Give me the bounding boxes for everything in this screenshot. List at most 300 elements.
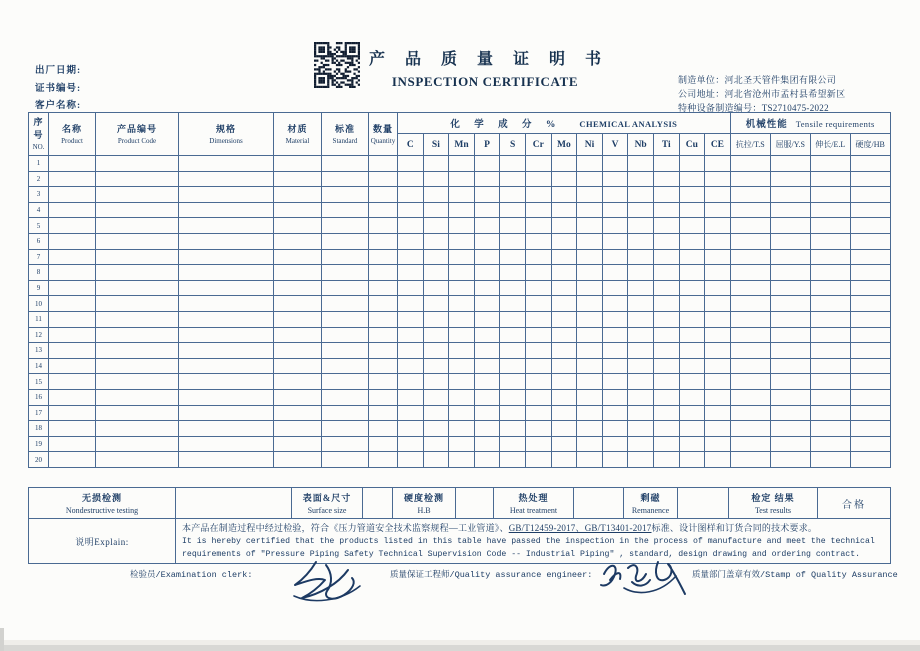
empty-cell: [628, 421, 654, 437]
empty-cell: [474, 296, 500, 312]
row-number: 17: [29, 405, 49, 421]
empty-cell: [179, 296, 274, 312]
empty-cell: [577, 405, 603, 421]
empty-cell: [551, 265, 577, 281]
empty-cell: [274, 311, 322, 327]
empty-cell: [423, 374, 449, 390]
empty-cell: [730, 421, 770, 437]
table-row: [29, 265, 891, 281]
empty-cell: [525, 202, 551, 218]
empty-cell: [577, 421, 603, 437]
empty-cell: [474, 265, 500, 281]
empty-cell: [730, 374, 770, 390]
empty-cell: [850, 374, 890, 390]
empty-cell: [628, 311, 654, 327]
empty-cell: [500, 436, 526, 452]
empty-cell: [96, 452, 179, 468]
empty-cell: [705, 436, 731, 452]
empty-cell: [274, 156, 322, 172]
empty-cell: [500, 218, 526, 234]
empty-cell: [577, 249, 603, 265]
empty-cell: [274, 436, 322, 452]
empty-cell: [322, 311, 369, 327]
empty-cell: [705, 452, 731, 468]
column-header-standard: 标准 Standard: [322, 113, 369, 156]
element-column-s: S: [500, 134, 526, 156]
empty-cell: [274, 296, 322, 312]
explain-cn-line: 本产品在制造过程中经过检验，符合《压力管道安全技术监察规程—工业管道》、GB/T12459-2017、GB/T13401-2017标准、设计图样和订货合同的技术要求。: [182, 523, 818, 533]
empty-cell: [322, 405, 369, 421]
empty-cell: [449, 405, 475, 421]
empty-cell: [705, 327, 731, 343]
empty-cell: [322, 171, 369, 187]
empty-cell: [770, 218, 810, 234]
examiner-label: 检验员/Examination clerk:: [130, 570, 253, 580]
empty-cell: [96, 265, 179, 281]
empty-cell: [850, 218, 890, 234]
empty-cell: [500, 358, 526, 374]
element-column-nb: Nb: [628, 134, 654, 156]
empty-cell: [653, 374, 679, 390]
empty-cell: [398, 296, 424, 312]
column-header-product-code: 产品编号 Product Code: [96, 113, 179, 156]
empty-cell: [679, 358, 705, 374]
customer-name-label: 客户名称:: [35, 101, 82, 111]
empty-cell: [369, 436, 398, 452]
empty-cell: [653, 436, 679, 452]
empty-cell: [653, 358, 679, 374]
empty-cell: [49, 280, 96, 296]
element-column-mn: Mn: [449, 134, 475, 156]
empty-cell: [179, 187, 274, 203]
column-header-no-: 序号 NO.: [29, 113, 49, 156]
empty-cell: [49, 343, 96, 359]
table-row: [29, 405, 891, 421]
empty-cell: [179, 389, 274, 405]
empty-cell: [730, 233, 770, 249]
empty-cell: [628, 187, 654, 203]
empty-cell: [500, 311, 526, 327]
empty-cell: [679, 389, 705, 405]
empty-cell: [179, 405, 274, 421]
empty-cell: [369, 265, 398, 281]
empty-cell: [369, 452, 398, 468]
empty-cell: [474, 202, 500, 218]
empty-cell: [500, 296, 526, 312]
empty-cell: [474, 436, 500, 452]
table-row: [29, 187, 891, 203]
empty-cell: [49, 296, 96, 312]
empty-cell: [679, 421, 705, 437]
table-row: [29, 421, 891, 437]
empty-cell: [398, 327, 424, 343]
empty-cell: [850, 421, 890, 437]
empty-cell: [474, 343, 500, 359]
empty-cell: [602, 436, 628, 452]
empty-cell: [679, 436, 705, 452]
empty-cell: [525, 296, 551, 312]
empty-cell: [810, 421, 850, 437]
empty-cell: [96, 421, 179, 437]
empty-cell: [770, 265, 810, 281]
empty-cell: [730, 249, 770, 265]
empty-cell: [551, 358, 577, 374]
empty-cell: [850, 452, 890, 468]
empty-cell: [369, 327, 398, 343]
empty-cell: [628, 156, 654, 172]
empty-cell: [179, 249, 274, 265]
empty-cell: [679, 405, 705, 421]
empty-cell: [679, 187, 705, 203]
empty-cell: [449, 452, 475, 468]
mech-column: 屈服/Y.S: [770, 134, 810, 156]
factory-date-label: 出厂日期:: [35, 66, 82, 76]
empty-cell: [474, 249, 500, 265]
empty-cell: [850, 187, 890, 203]
empty-cell: [474, 218, 500, 234]
empty-cell: [398, 218, 424, 234]
empty-cell: [96, 374, 179, 390]
hardness-label: 硬度检测 H.B: [393, 488, 456, 519]
empty-cell: [398, 389, 424, 405]
empty-cell: [96, 405, 179, 421]
empty-cell: [525, 389, 551, 405]
empty-cell: [500, 233, 526, 249]
empty-cell: [474, 280, 500, 296]
empty-cell: [551, 202, 577, 218]
table-row: [29, 358, 891, 374]
row-number: 4: [29, 202, 49, 218]
empty-cell: [810, 202, 850, 218]
empty-cell: [423, 249, 449, 265]
empty-cell: [770, 389, 810, 405]
explain-row: [29, 519, 891, 564]
empty-cell: [551, 187, 577, 203]
empty-cell: [730, 343, 770, 359]
empty-cell: [602, 343, 628, 359]
empty-cell: [810, 218, 850, 234]
empty-cell: [577, 233, 603, 249]
empty-cell: [810, 358, 850, 374]
empty-cell: [730, 389, 770, 405]
empty-cell: [449, 358, 475, 374]
empty-cell: [369, 343, 398, 359]
row-number: 8: [29, 265, 49, 281]
empty-cell: [705, 343, 731, 359]
empty-cell: [551, 311, 577, 327]
empty-cell: [602, 405, 628, 421]
empty-cell: [850, 249, 890, 265]
empty-cell: [322, 327, 369, 343]
summary-row: [29, 488, 891, 519]
empty-cell: [96, 343, 179, 359]
empty-cell: [179, 452, 274, 468]
empty-cell: [274, 374, 322, 390]
empty-cell: [474, 187, 500, 203]
empty-cell: [850, 296, 890, 312]
table-row: [29, 436, 891, 452]
empty-cell: [705, 358, 731, 374]
empty-cell: [500, 265, 526, 281]
empty-cell: [49, 202, 96, 218]
empty-cell: [96, 436, 179, 452]
empty-cell: [525, 171, 551, 187]
empty-cell: [398, 374, 424, 390]
empty-cell: [525, 343, 551, 359]
empty-cell: [850, 156, 890, 172]
empty-cell: [525, 358, 551, 374]
empty-cell: [525, 156, 551, 172]
row-number: 10: [29, 296, 49, 312]
empty-cell: [423, 233, 449, 249]
empty-cell: [369, 187, 398, 203]
empty-cell: [449, 311, 475, 327]
empty-cell: [679, 265, 705, 281]
empty-cell: [810, 156, 850, 172]
empty-cell: [577, 280, 603, 296]
empty-cell: [369, 202, 398, 218]
empty-cell: [770, 421, 810, 437]
row-number: 5: [29, 218, 49, 234]
certificate-no-label: 证书编号:: [35, 84, 82, 94]
empty-cell: [679, 343, 705, 359]
row-number: 9: [29, 280, 49, 296]
empty-cell: [653, 171, 679, 187]
manufacturer-address: 公司地址：河北省沧州市孟村县希望新区: [678, 89, 846, 99]
table-row: [29, 202, 891, 218]
empty-cell: [398, 421, 424, 437]
empty-cell: [500, 280, 526, 296]
empty-cell: [850, 233, 890, 249]
empty-cell: [423, 452, 449, 468]
empty-cell: [449, 389, 475, 405]
empty-cell: [322, 374, 369, 390]
row-number: 12: [29, 327, 49, 343]
empty-cell: [602, 374, 628, 390]
empty-cell: [551, 280, 577, 296]
empty-cell: [653, 280, 679, 296]
manufacturer-block: [678, 73, 845, 115]
column-header-quantity: 数量 Quantity: [369, 113, 398, 156]
empty-cell: [770, 156, 810, 172]
empty-cell: [810, 249, 850, 265]
empty-cell: [449, 187, 475, 203]
empty-cell: [369, 233, 398, 249]
table-row: [29, 374, 891, 390]
empty-cell: [551, 327, 577, 343]
test-result-value: 合格: [818, 488, 891, 519]
explain-en-line-2: requirements of "Pressure Piping Safety Technical Supervision Code -- Industrial Piping" , standard, design drawing and ordering contract.: [182, 550, 861, 559]
empty-cell: [449, 218, 475, 234]
empty-cell: [398, 187, 424, 203]
empty-cell: [474, 421, 500, 437]
empty-cell: [423, 421, 449, 437]
empty-cell: [369, 280, 398, 296]
empty-cell: [525, 233, 551, 249]
empty-cell: [474, 389, 500, 405]
examiner-signature: [286, 556, 370, 604]
empty-cell: [653, 296, 679, 312]
empty-cell: [705, 265, 731, 281]
element-column-si: Si: [423, 134, 449, 156]
empty-cell: [810, 452, 850, 468]
row-number: 20: [29, 452, 49, 468]
empty-cell: [577, 187, 603, 203]
empty-cell: [705, 187, 731, 203]
empty-cell: [322, 233, 369, 249]
empty-cell: [551, 343, 577, 359]
empty-cell: [322, 296, 369, 312]
empty-cell: [423, 389, 449, 405]
empty-cell: [500, 171, 526, 187]
empty-cell: [96, 311, 179, 327]
empty-cell: [49, 405, 96, 421]
empty-cell: [810, 374, 850, 390]
empty-cell: [602, 311, 628, 327]
empty-cell: [449, 374, 475, 390]
empty-cell: [679, 202, 705, 218]
empty-cell: [551, 171, 577, 187]
empty-cell: [274, 280, 322, 296]
empty-cell: [705, 374, 731, 390]
empty-cell: [705, 218, 731, 234]
empty-cell: [577, 327, 603, 343]
chemical-analysis-header: 化 学 成 分 % CHEMICAL ANALYSIS: [398, 113, 731, 134]
row-number: 3: [29, 187, 49, 203]
empty-cell: [423, 202, 449, 218]
empty-cell: [423, 311, 449, 327]
empty-cell: [653, 327, 679, 343]
empty-cell: [274, 218, 322, 234]
empty-cell: [628, 171, 654, 187]
empty-cell: [850, 436, 890, 452]
empty-cell: [730, 202, 770, 218]
row-number: 16: [29, 389, 49, 405]
empty-cell: [96, 187, 179, 203]
empty-cell: [730, 405, 770, 421]
empty-cell: [730, 296, 770, 312]
empty-cell: [653, 233, 679, 249]
empty-cell: [653, 452, 679, 468]
empty-cell: [423, 280, 449, 296]
empty-cell: [770, 358, 810, 374]
empty-cell: [810, 296, 850, 312]
row-number: 1: [29, 156, 49, 172]
empty-cell: [179, 374, 274, 390]
empty-cell: [679, 218, 705, 234]
empty-cell: [274, 358, 322, 374]
row-number: 11: [29, 311, 49, 327]
empty-cell: [679, 452, 705, 468]
column-header-material: 材质 Material: [274, 113, 322, 156]
empty-cell: [653, 265, 679, 281]
explain-en-line-1: It is hereby certified that the products listed in this table have passed the inspection in the process of manufacture and meet the technical: [182, 537, 875, 546]
empty-cell: [730, 280, 770, 296]
empty-cell: [628, 233, 654, 249]
element-column-cu: Cu: [679, 134, 705, 156]
empty-cell: [474, 327, 500, 343]
empty-cell: [474, 374, 500, 390]
summary-table: [28, 487, 891, 564]
empty-cell: [449, 436, 475, 452]
empty-cell: [525, 405, 551, 421]
empty-cell: [96, 233, 179, 249]
page-subtitle: INSPECTION CERTIFICATE: [391, 74, 579, 89]
empty-cell: [810, 405, 850, 421]
empty-cell: [628, 405, 654, 421]
manufacturer-serial: 特种设备制造编号：TS2710475-2022: [678, 103, 829, 113]
empty-cell: [274, 202, 322, 218]
empty-cell: [49, 358, 96, 374]
empty-cell: [577, 311, 603, 327]
empty-cell: [525, 265, 551, 281]
empty-cell: [705, 311, 731, 327]
empty-cell: [322, 218, 369, 234]
empty-cell: [179, 265, 274, 281]
empty-cell: [96, 327, 179, 343]
empty-cell: [705, 389, 731, 405]
empty-cell: [653, 343, 679, 359]
empty-cell: [423, 187, 449, 203]
empty-cell: [705, 202, 731, 218]
empty-cell: [653, 249, 679, 265]
empty-cell: [850, 202, 890, 218]
empty-cell: [810, 436, 850, 452]
empty-cell: [369, 358, 398, 374]
table-row: [29, 311, 891, 327]
empty-cell: [770, 171, 810, 187]
empty-cell: [679, 374, 705, 390]
empty-cell: [602, 233, 628, 249]
empty-cell: [525, 436, 551, 452]
empty-cell: [730, 187, 770, 203]
ndt-label: 无损检测 Nondestructive testing: [29, 488, 176, 519]
element-column-v: V: [602, 134, 628, 156]
empty-cell: [474, 405, 500, 421]
empty-cell: [577, 452, 603, 468]
empty-cell: [449, 265, 475, 281]
empty-cell: [850, 358, 890, 374]
mech-column: 硬度/HB: [850, 134, 890, 156]
empty-cell: [398, 358, 424, 374]
empty-cell: [369, 421, 398, 437]
empty-cell: [96, 280, 179, 296]
empty-cell: [500, 156, 526, 172]
table-row: [29, 171, 891, 187]
empty-cell: [602, 265, 628, 281]
empty-cell: [653, 202, 679, 218]
empty-cell: [551, 421, 577, 437]
empty-cell: [850, 343, 890, 359]
empty-cell: [679, 171, 705, 187]
row-number: 18: [29, 421, 49, 437]
empty-cell: [679, 327, 705, 343]
empty-cell: [500, 374, 526, 390]
empty-cell: [474, 311, 500, 327]
table-row: [29, 249, 891, 265]
empty-cell: [500, 249, 526, 265]
table-row: [29, 327, 891, 343]
empty-cell: [770, 405, 810, 421]
empty-cell: [810, 389, 850, 405]
table-row: [29, 156, 891, 172]
empty-cell: [628, 327, 654, 343]
empty-cell: [474, 452, 500, 468]
empty-cell: [423, 405, 449, 421]
empty-cell: [525, 280, 551, 296]
empty-cell: [179, 436, 274, 452]
element-column-ti: Ti: [653, 134, 679, 156]
